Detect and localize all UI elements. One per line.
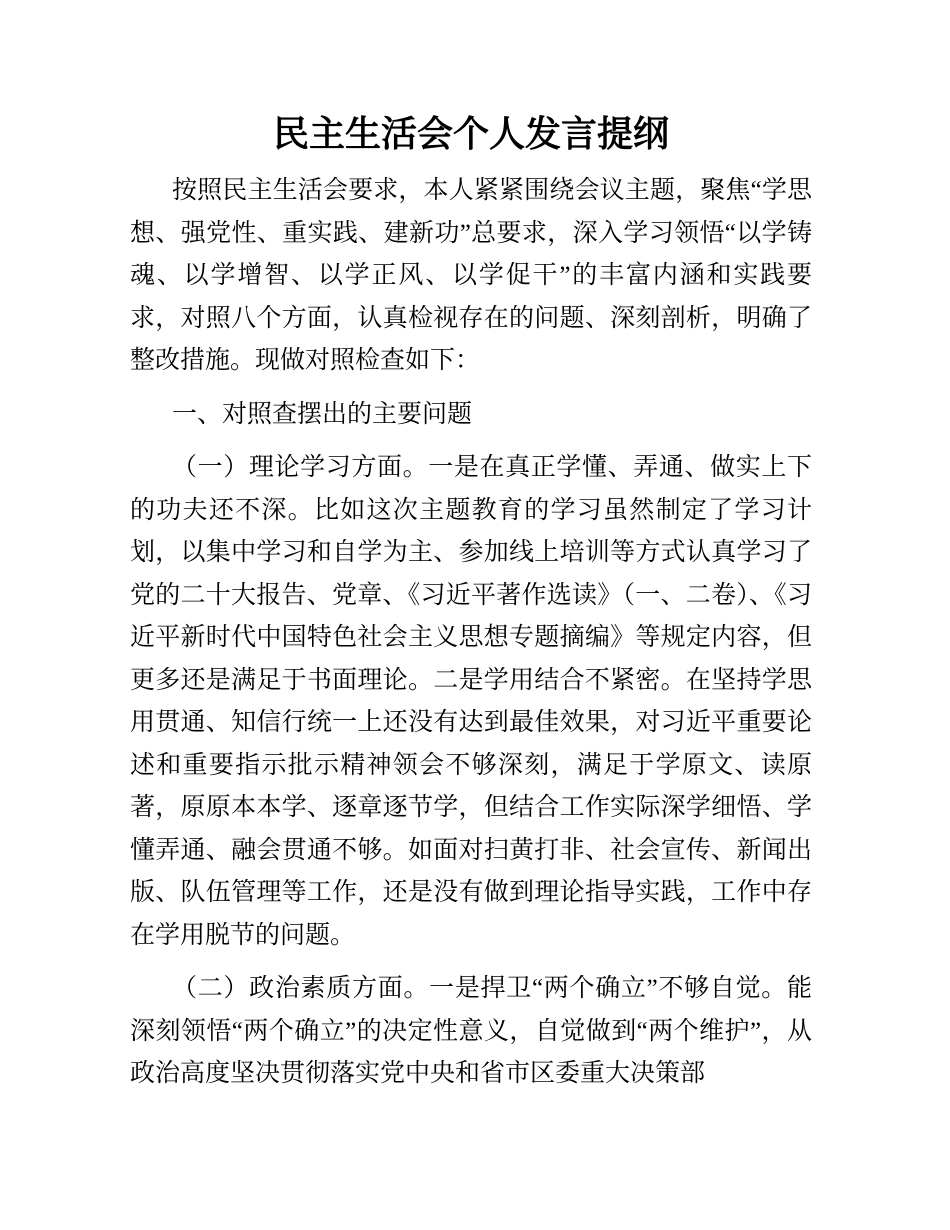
- document-body: [130, 170, 812, 1096]
- document-title: 民主生活会个人发言提纲: [272, 113, 669, 154]
- paragraph-political-quality: （二）政治素质方面。一是捍卫“两个确立”不够自觉。能深刻领悟“两个确立”的决定性意义，自觉做到“两个维护”，从政治高度坚决贯彻落实党中央和省市区委重大决策部: [130, 975, 812, 1087]
- paragraph-intro: 按照民主生活会要求，本人紧紧围绕会议主题，聚焦“学思想、强党性、重实践、建新功”总要求，深入学习领悟“以学铸魂、以学增智、以学正风、以学促干”的丰富内涵和实践要求，对照八个方面，认真检视存在的问题、深刻剖析，明确了整改措施。现做对照检查如下：: [130, 177, 812, 374]
- paragraph-theory-study: （一）理论学习方面。一是在真正学懂、弄通、做实上下的功夫还不深。比如这次主题教育的学习虽然制定了学习计划，以集中学习和自学为主、参加线上培训等方式认真学习了党的二十大报告、党章、《习近平著作选读》（一、二卷）、《习近平新时代中国特色社会主义思想专题摘编》等规定内容，但更多还是满足于书面理论。二是学用结合不紧密。在坚持学思用贯通、知信行统一上还没有达到最佳效果，对习近平重要论述和重要指示批示精神领会不够深刻，满足于学原文、读原著，原原本本学、逐章逐节学，但结合工作实际深学细悟、学懂弄通、融会贯通不够。如面对扫黄打非、社会宣传、新闻出版、队伍管理等工作，还是没有做到理论指导实践，工作中存在学用脱节的问题。: [130, 454, 812, 949]
- section-heading: 一、对照查摆出的主要问题: [172, 400, 473, 428]
